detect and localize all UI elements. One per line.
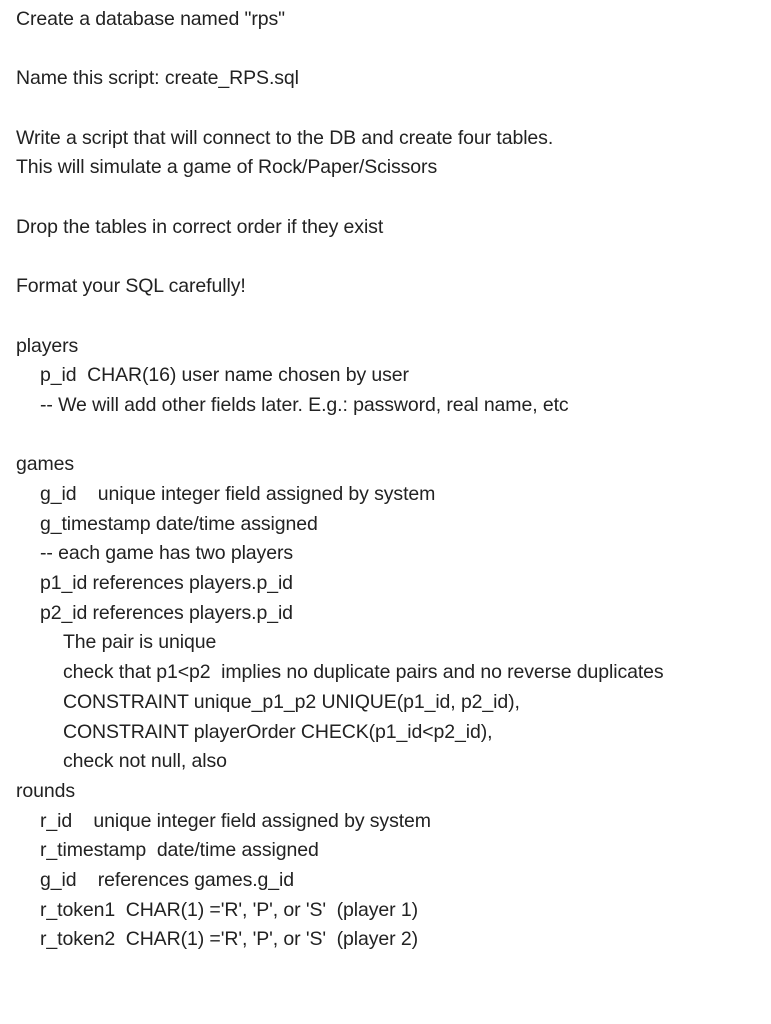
constraint-note: check that p1<p2 implies no duplicate pairs and no reverse duplicates: [63, 661, 664, 684]
field-line: g_id references games.g_id: [40, 868, 294, 891]
field-line: g_id unique integer field assigned by system: [40, 483, 436, 505]
field-line: r_timestamp date/time assigned: [40, 839, 319, 862]
text-line: This will simulate a game of Rock/Paper/Scissors: [16, 156, 438, 179]
document-body: [16, 5, 766, 955]
field-line: p1_id references players.p_id: [40, 572, 293, 595]
blank-line: [16, 183, 766, 213]
field-line: p2_id references players.p_id: [40, 601, 293, 624]
comment-line: -- each game has two players: [40, 542, 293, 565]
text-line: Format your SQL carefully!: [16, 275, 246, 298]
table-heading-games: games: [16, 453, 75, 476]
text-line: Create a database named "rps": [16, 8, 285, 30]
comment-line: -- We will add other fields later. E.g.: password, real name, etc: [40, 393, 569, 416]
text-line: Write a script that will connect to the DB and create four tables.: [16, 126, 554, 149]
table-heading-rounds: rounds: [16, 779, 76, 802]
field-line: p_id CHAR(16) user name chosen by user: [40, 364, 409, 387]
field-line: r_id unique integer field assigned by system: [40, 809, 431, 832]
constraint-line: CONSTRAINT unique_p1_p2 UNIQUE(p1_id, p2_id),: [63, 690, 520, 713]
constraint-line: CONSTRAINT playerOrder CHECK(p1_id<p2_id),: [63, 720, 493, 743]
constraint-note: The pair is unique: [63, 631, 217, 654]
table-heading-players: players: [16, 334, 79, 357]
text-line: Name this script: create_RPS.sql: [16, 67, 299, 90]
text-line: Drop the tables in correct order if they exist: [16, 215, 384, 238]
blank-line: [16, 302, 766, 332]
blank-line: [16, 94, 766, 124]
field-line: g_timestamp date/time assigned: [40, 512, 318, 535]
blank-line: [16, 243, 766, 273]
blank-line: [16, 35, 766, 65]
constraint-note: check not null, also: [63, 750, 227, 773]
blank-line: [16, 421, 766, 451]
field-line: r_token1 CHAR(1) ='R', 'P', or 'S' (player 1): [40, 898, 418, 921]
field-line: r_token2 CHAR(1) ='R', 'P', or 'S' (player 2): [40, 928, 418, 951]
